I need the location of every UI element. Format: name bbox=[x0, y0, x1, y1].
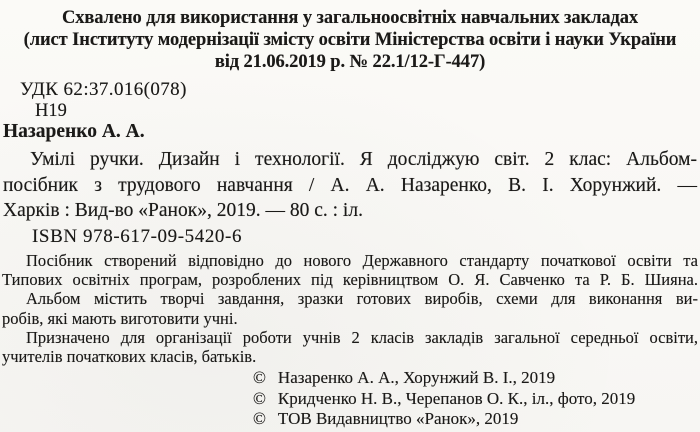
copyright-icon: © bbox=[253, 388, 266, 408]
annotation-line-4: робів, які мають виготовити учні. bbox=[2, 308, 238, 328]
annotation-line-2: Типових освітніх програм, розроблених під керівництвом О. Я. Савченко та Р. Б. Шияна. bbox=[2, 270, 698, 290]
copyright-entry bbox=[253, 409, 635, 430]
annotation-line-6: учителів початкових класів, батьків. bbox=[2, 347, 257, 367]
copyright-icon: © bbox=[253, 409, 266, 428]
annotation-line-5: Призначено для організації роботи учнів 2 класів закладів загальної середньої освіти, bbox=[26, 327, 698, 347]
annotation-line-3: Альбом містить творчі завдання, зразки готових виробів, схеми для виконання ви- bbox=[26, 289, 698, 309]
copyright-block bbox=[253, 368, 635, 430]
copyright-entry bbox=[253, 368, 635, 389]
annotation-block bbox=[2, 251, 698, 366]
author-heading: Назаренко А. А. bbox=[3, 121, 145, 142]
bibliographic-line-3: Харків : Вид-во «Ранок», 2019. — 80 с. : іл. bbox=[3, 200, 363, 221]
copyright-entry-text: ТОВ Видавництво «Ранок», 2019 bbox=[277, 409, 519, 428]
bibliographic-line-1: Умілі ручки. Дизайн і технології. Я досліджую світ. 2 клас: Альбом- bbox=[30, 149, 697, 170]
approval-line-1: Схвалено для використання у загальноосвітніх навчальних закладах bbox=[61, 8, 639, 28]
approval-line-2: (лист Інституту модернізації змісту освіти Міністерства освіти і науки України bbox=[23, 30, 677, 50]
copyright-entry bbox=[253, 389, 635, 410]
copyright-entry-text: Кридченко Н. В., Черепанов О. К., іл., фото, 2019 bbox=[277, 388, 636, 408]
copyright-entry-text: Назаренко А. А., Хорунжий В. І., 2019 bbox=[277, 368, 556, 387]
bibliographic-record bbox=[3, 147, 697, 224]
author-sign-code: Н19 bbox=[35, 101, 67, 121]
copyright-icon: © bbox=[253, 368, 266, 387]
approval-note bbox=[0, 7, 700, 73]
bibliographic-line-2: посібник з трудового навчання / А. А. Назаренко, В. І. Хорунжий. — bbox=[3, 174, 697, 196]
udk-code: УДК 62:37.016(078) bbox=[20, 79, 187, 100]
annotation-line-1: Посібник створений відповідно до нового Державного стандарту початкової освіти та bbox=[26, 251, 698, 270]
isbn-number: ISBN 978-617-09-5420-6 bbox=[32, 226, 243, 247]
approval-line-3: від 21.06.2019 р. № 22.1/12-Г-447) bbox=[214, 52, 486, 72]
